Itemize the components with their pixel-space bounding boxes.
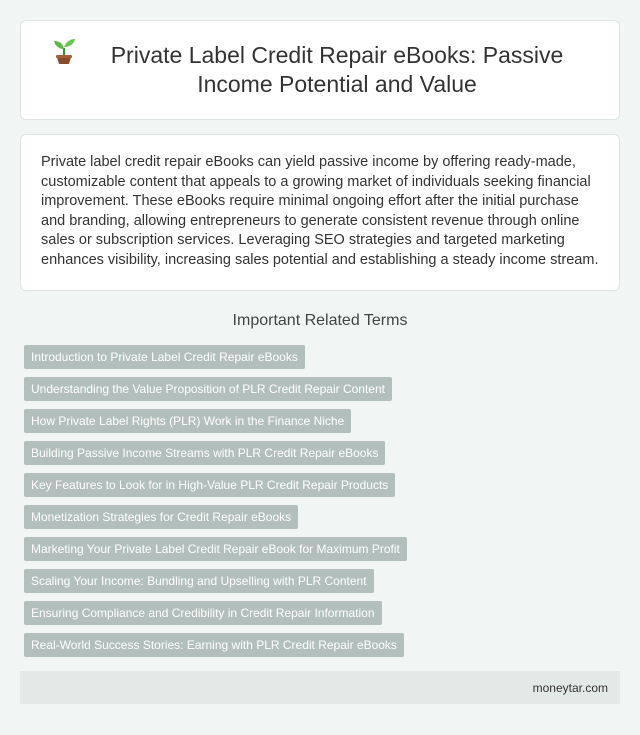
related-term-tag[interactable]: Building Passive Income Streams with PLR Credit Repair eBooks [24, 441, 385, 465]
related-term-tag[interactable]: Ensuring Compliance and Credibility in Credit Repair Information [24, 601, 382, 625]
related-term-tag[interactable]: Scaling Your Income: Bundling and Upselling with PLR Content [24, 569, 374, 593]
related-term-tag[interactable]: Real-World Success Stories: Earning with PLR Credit Repair eBooks [24, 633, 404, 657]
related-term-tag[interactable]: Introduction to Private Label Credit Repair eBooks [24, 345, 305, 369]
title-card [20, 20, 620, 120]
summary-text: Private label credit repair eBooks can yield passive income by offering ready-made, customizable content that appeals to a growing market of individuals seeking financial improvement. These eBooks require minimal ongoing effort after the initial purchase and branding, allowing entrepreneurs to generate consistent revenue through online sales or subscription services. Leveraging SEO strategies and targeted marketing enhances visibility, increasing sales potential and establishing a steady income stream. [41, 154, 599, 268]
related-term-tag[interactable]: Monetization Strategies for Credit Repair eBooks [24, 505, 298, 529]
footer-bar [20, 671, 620, 704]
sprout-icon [51, 35, 77, 65]
related-term-tag[interactable]: Key Features to Look for in High-Value PLR Credit Repair Products [24, 473, 395, 497]
related-term-tag[interactable]: How Private Label Rights (PLR) Work in the Finance Niche [24, 409, 351, 433]
footer-site-name[interactable]: moneytar.com [532, 680, 608, 695]
related-term-tag[interactable]: Understanding the Value Proposition of PLR Credit Repair Content [24, 377, 392, 401]
summary-card [20, 134, 620, 291]
title-wrap [51, 41, 589, 99]
related-term-tag[interactable]: Marketing Your Private Label Credit Repair eBook for Maximum Profit [24, 537, 407, 561]
related-terms-list [24, 345, 624, 665]
page-title: Private Label Credit Repair eBooks: Passive Income Potential and Value [110, 42, 564, 97]
related-terms-heading: Important Related Terms [232, 312, 408, 329]
